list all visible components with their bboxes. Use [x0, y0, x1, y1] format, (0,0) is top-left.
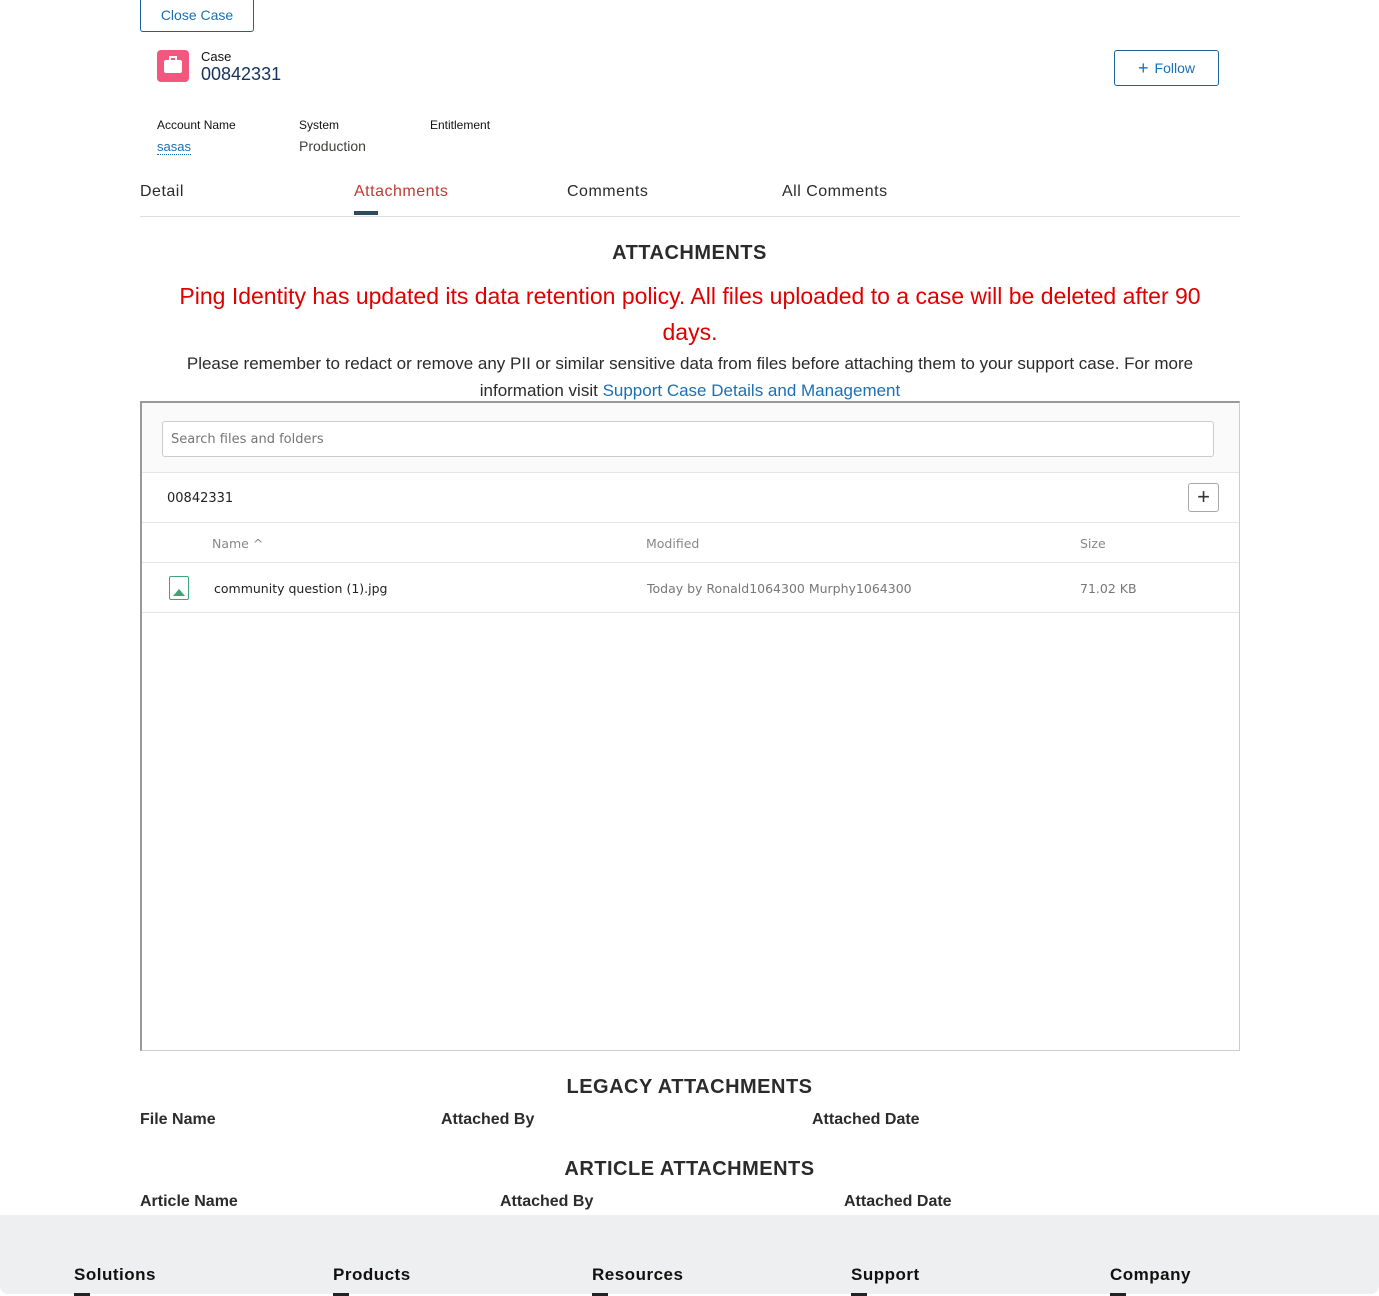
- retention-warning: Ping Identity has updated its data retention policy. All files uploaded to a case will be deleted after 90 days.: [179, 283, 1201, 345]
- sort-up-icon: ^: [252, 536, 264, 551]
- search-files-input[interactable]: [162, 421, 1214, 457]
- footer-products[interactable]: Products: [333, 1265, 411, 1284]
- tab-attachments[interactable]: Attachments: [354, 183, 449, 200]
- footer-company[interactable]: Company: [1110, 1265, 1191, 1284]
- column-modified[interactable]: Modified: [646, 536, 700, 551]
- tab-all-comments[interactable]: All Comments: [782, 183, 888, 200]
- column-name[interactable]: [212, 536, 263, 551]
- file-size: 71.02 KB: [1080, 581, 1137, 596]
- file-modified: Today by Ronald1064300 Murphy1064300: [647, 581, 912, 596]
- legacy-attachments-title: LEGACY ATTACHMENTS: [566, 1076, 813, 1098]
- column-size[interactable]: Size: [1080, 536, 1106, 551]
- record-type: Case: [201, 49, 232, 64]
- field-label: System: [299, 118, 340, 132]
- account-name-link[interactable]: sasas: [157, 139, 191, 154]
- legacy-col-file-name: File Name: [140, 1111, 216, 1128]
- add-file-plus-icon[interactable]: +: [1188, 483, 1219, 512]
- footer-solutions[interactable]: Solutions: [74, 1265, 156, 1284]
- plus-icon: +: [1138, 57, 1149, 78]
- follow-label: Follow: [1154, 60, 1195, 76]
- support-case-link[interactable]: Support Case Details and Management: [602, 381, 901, 400]
- file-name[interactable]: community question (1).jpg: [214, 581, 388, 596]
- pii-note-text: Please remember to redact or remove any PII or similar sensitive data from files before attaching them to your support case. For more information visit: [186, 354, 1194, 400]
- table-row[interactable]: [142, 563, 1239, 613]
- column-name-label: Name: [212, 536, 249, 551]
- tab-divider: [140, 216, 1240, 217]
- article-attachments-title: ARTICLE ATTACHMENTS: [564, 1158, 815, 1180]
- folder-name: 00842331: [167, 491, 234, 506]
- article-col-attached-date: Attached Date: [844, 1193, 952, 1210]
- field-label: Entitlement: [430, 118, 491, 132]
- field-value: Production: [299, 138, 366, 154]
- footer: [0, 1215, 1379, 1294]
- attachments-title: ATTACHMENTS: [612, 242, 767, 264]
- close-case-button[interactable]: Close Case: [140, 0, 254, 32]
- case-number: 00842331: [201, 64, 282, 84]
- tab-detail[interactable]: Detail: [140, 183, 184, 200]
- case-icon: [157, 50, 189, 82]
- follow-button[interactable]: [1114, 50, 1219, 86]
- field-label: Account Name: [157, 118, 236, 132]
- tab-comments[interactable]: Comments: [567, 183, 649, 200]
- pii-note: [150, 350, 1230, 404]
- footer-resources[interactable]: Resources: [592, 1265, 684, 1284]
- legacy-col-attached-date: Attached Date: [812, 1111, 920, 1128]
- image-file-icon: [169, 576, 189, 600]
- footer-support[interactable]: Support: [851, 1265, 920, 1284]
- article-col-name: Article Name: [140, 1193, 238, 1210]
- active-tab-indicator: [354, 211, 378, 215]
- article-col-attached-by: Attached By: [500, 1193, 594, 1210]
- legacy-col-attached-by: Attached By: [441, 1111, 535, 1128]
- file-browser: [140, 401, 1240, 1051]
